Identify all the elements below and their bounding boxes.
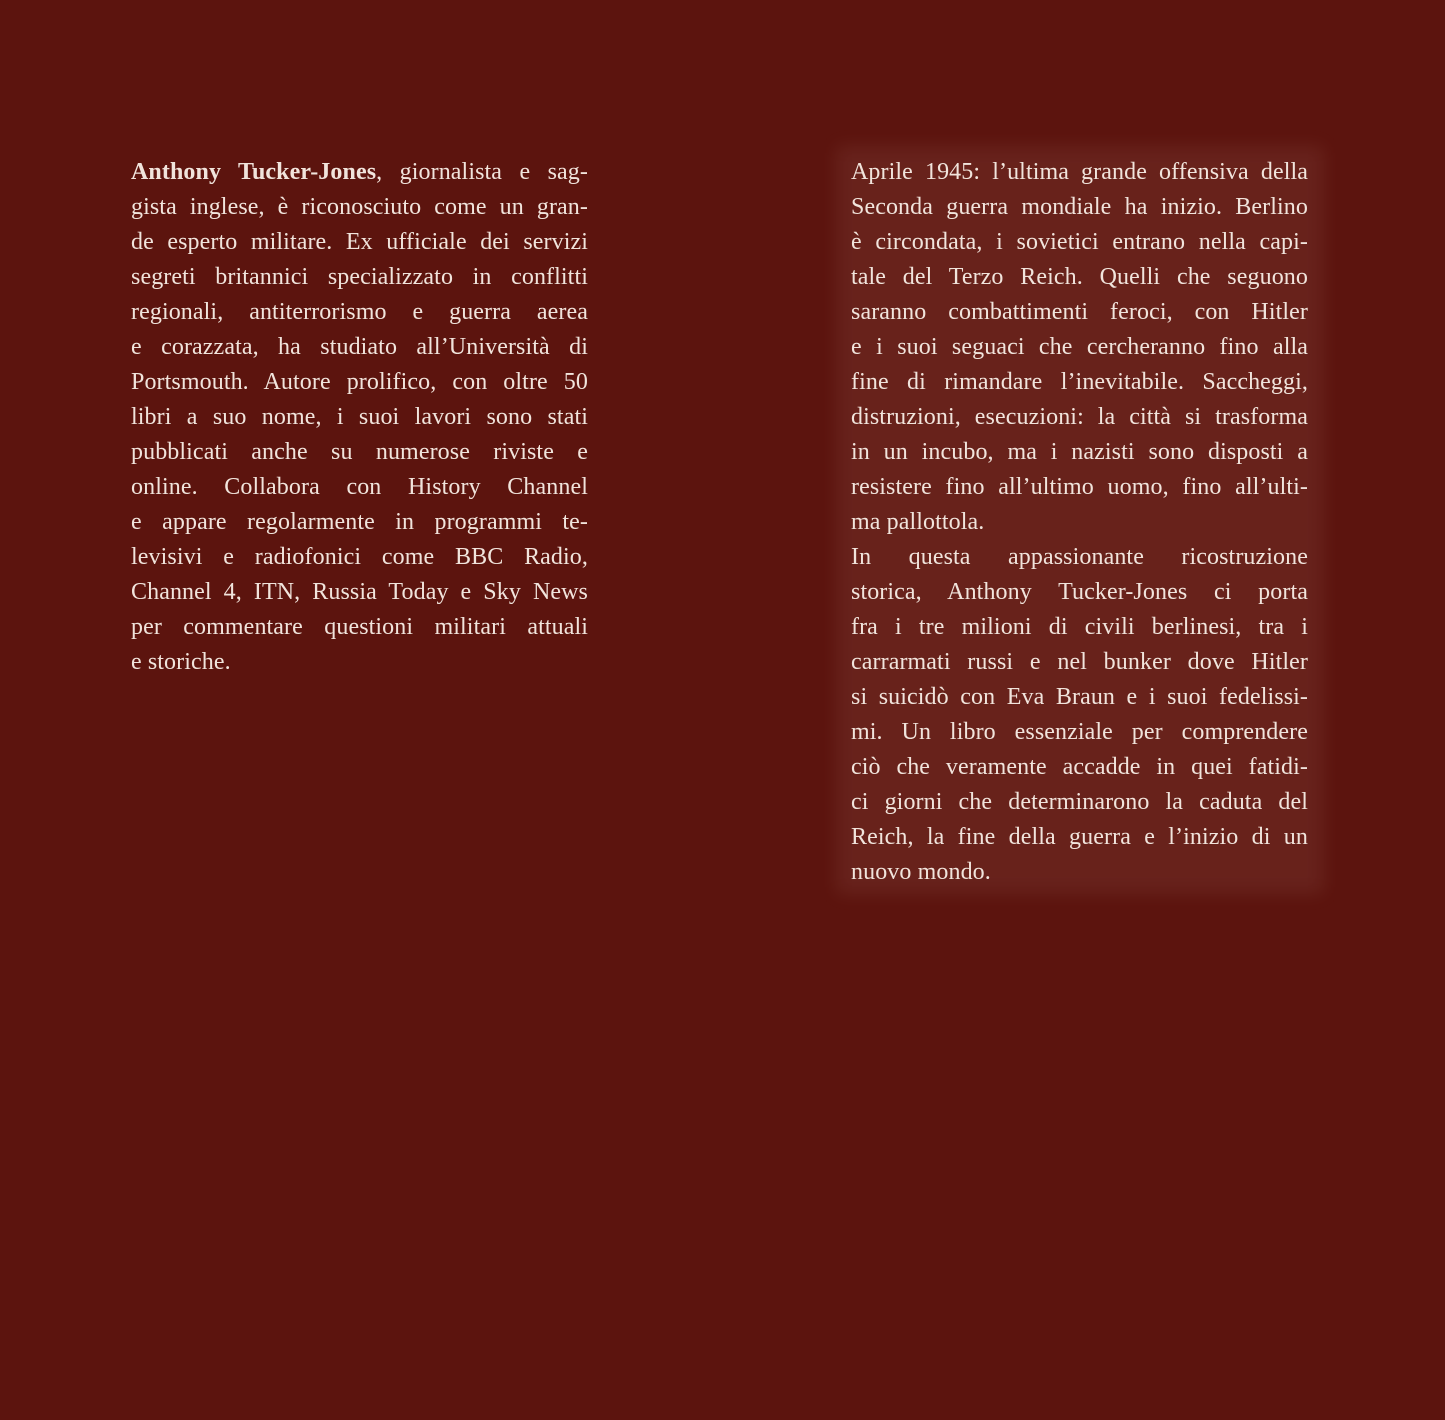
text-line: Seconda guerra mondiale ha inizio. Berlino xyxy=(851,194,1308,220)
text-line: e corazzata, ha studiato all’Università di xyxy=(131,334,588,360)
text-line: Portsmouth. Autore prolifico, con oltre 50 xyxy=(131,369,588,395)
text-line: saranno combattimenti feroci, con Hitler xyxy=(851,299,1308,325)
synopsis-text-block xyxy=(851,155,1308,890)
text-line: ci giorni che determinarono la caduta del xyxy=(851,789,1308,815)
text-line: è circondata, i sovietici entrano nella capi- xyxy=(851,229,1308,255)
text-line: Aprile 1945: l’ultima grande offensiva della xyxy=(851,159,1308,185)
text-line: resistere fino all’ultimo uomo, fino all’ulti- xyxy=(851,474,1308,500)
text-line: pubblicati anche su numerose riviste e xyxy=(131,439,588,465)
text-line: carrarmati russi e nel bunker dove Hitler xyxy=(851,649,1308,675)
text-line: mi. Un libro essenziale per comprendere xyxy=(851,719,1308,745)
text-line: in un incubo, ma i nazisti sono disposti a xyxy=(851,439,1308,465)
text-line: fra i tre milioni di civili berlinesi, tra i xyxy=(851,614,1308,640)
text-line: libri a suo nome, i suoi lavori sono stati xyxy=(131,404,588,430)
text-line: e i suoi seguaci che cercheranno fino alla xyxy=(851,334,1308,360)
text-line: levisivi e radiofonici come BBC Radio, xyxy=(131,544,588,570)
author-bio-text-block xyxy=(131,155,588,680)
text-line: storica, Anthony Tucker-Jones ci porta xyxy=(851,579,1308,605)
text-line: nuovo mondo. xyxy=(851,859,991,885)
text-line: distruzioni, esecuzioni: la città si trasforma xyxy=(851,404,1308,430)
text-line: segreti britannici specializzato in conflitti xyxy=(131,264,588,290)
text-line: In questa appassionante ricostruzione xyxy=(851,544,1308,570)
text-line: regionali, antiterrorismo e guerra aerea xyxy=(131,299,588,325)
text-line: tale del Terzo Reich. Quelli che seguono xyxy=(851,264,1308,290)
text-line: per commentare questioni militari attuali xyxy=(131,614,588,640)
text-line: ciò che veramente accadde in quei fatidi- xyxy=(851,754,1308,780)
text-line: Channel 4, ITN, Russia Today e Sky News xyxy=(131,579,588,605)
text-line: de esperto militare. Ex ufficiale dei servizi xyxy=(131,229,588,255)
text-line: gista inglese, è riconosciuto come un gran- xyxy=(131,194,588,220)
text-line: ma pallottola. xyxy=(851,509,985,535)
text-line: online. Collabora con History Channel xyxy=(131,474,588,500)
text-line: e appare regolarmente in programmi te- xyxy=(131,509,588,535)
text-line: si suicidò con Eva Braun e i suoi fedelissi- xyxy=(851,684,1308,710)
text-line: Reich, la fine della guerra e l’inizio di un xyxy=(851,824,1308,850)
text-line: Anthony Tucker-Jones, giornalista e sag- xyxy=(131,159,588,185)
author-name-bold: Anthony Tucker-Jones xyxy=(131,159,377,185)
text-line: e storiche. xyxy=(131,649,231,675)
text-line: fine di rimandare l’inevitabile. Saccheggi, xyxy=(851,369,1308,395)
